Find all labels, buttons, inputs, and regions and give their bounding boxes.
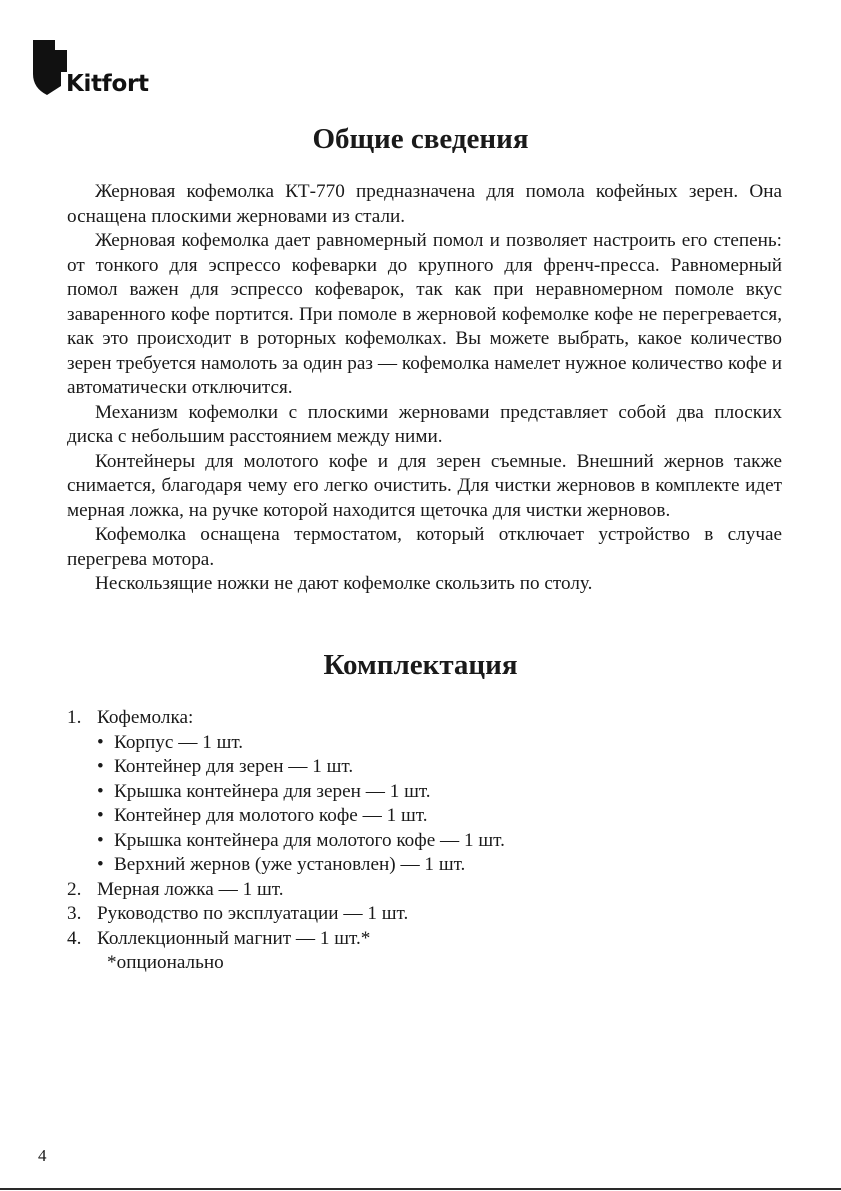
paragraph: Нескользящие ножки не дают кофемолке скользить по столу. <box>95 573 593 594</box>
paragraph: Жерновая кофемолка КТ-770 предназначена для помола кофейных зерен. Она оснащена плоскими жерновами из стали. <box>67 181 782 227</box>
sub-list-item <box>67 780 767 805</box>
paragraph: Жерновая кофемолка дает равномерный помол и позволяет настроить его степень: от тонкого для эспрессо кофеварки до крупного для френч-пресса. Равномерный помол важен для эспрессо кофеварок, так как при неравномерном помоле вкус заваренного кофе портится. При помоле в жерновой кофемолке кофе не перегревается, как это происходит в роторных кофемолках. Вы можете выбрать, какое количество зерен требуется намолоть за один раз — кофемолка намелет нужное количество кофе и автоматически отключится. <box>67 230 782 398</box>
sub-list-item-text: Крышка контейнера для зерен — 1 шт. <box>114 780 431 802</box>
list-item-text: Коллекционный магнит — 1 шт.* <box>97 927 371 949</box>
footnote: *опционально <box>107 952 224 973</box>
list-item <box>67 902 767 927</box>
kit-list <box>67 706 767 976</box>
bullet-icon: • <box>97 780 104 802</box>
list-item <box>67 706 767 731</box>
sub-list-item <box>67 829 767 854</box>
list-item-number: 2. <box>67 878 82 900</box>
list-item <box>67 878 767 903</box>
sub-list-item <box>67 804 767 829</box>
bullet-icon: • <box>97 805 104 826</box>
paragraph: Кофемолка оснащена термостатом, который отключает устройство в случае перегрева мотора. <box>67 524 782 570</box>
sub-list-item-text: Контейнер для зерен — 1 шт. <box>114 756 354 777</box>
list-item-number: 1. <box>67 707 82 728</box>
general-description <box>67 180 782 597</box>
page-number: 4 <box>38 1146 47 1165</box>
list-item-text: Руководство по эксплуатации — 1 шт. <box>97 903 409 924</box>
bottom-divider <box>0 1188 841 1190</box>
bullet-icon: • <box>97 854 104 875</box>
sub-list-item <box>67 731 767 756</box>
list-item-number: 3. <box>67 903 82 924</box>
sub-list-item-text: Корпус — 1 шт. <box>114 731 244 753</box>
paragraph: Механизм кофемолки с плоскими жерновами представляет собой два плоских диска с небольшим расстоянием между ними. <box>67 401 782 447</box>
list-item-text: Мерная ложка — 1 шт. <box>97 878 284 900</box>
sub-list-item <box>67 755 767 780</box>
list-item-number: 4. <box>67 927 82 949</box>
section-title-general: Общие сведения <box>312 123 529 155</box>
sub-list-item-text: Верхний жернов (уже установлен) — 1 шт. <box>114 854 466 875</box>
paragraph: Контейнеры для молотого кофе и для зерен съемные. Внешний жернов также снимается, благодаря чему его легко очистить. Для чистки жерновов в комплекте идет мерная ложка, на ручке которой находится щеточка для чистки жерновов. <box>67 450 782 521</box>
list-item-text: Кофемолка: <box>97 707 194 728</box>
sub-list-item-text: Контейнер для молотого кофе — 1 шт. <box>114 805 428 826</box>
section-title-kit: Комплектация <box>323 649 518 681</box>
sub-list-item <box>67 853 767 878</box>
bullet-icon: • <box>97 731 104 753</box>
sub-list-item-text: Крышка контейнера для молотого кофе — 1 шт. <box>114 829 505 851</box>
bullet-icon: • <box>97 829 104 851</box>
list-item <box>67 927 767 952</box>
bullet-icon: • <box>97 756 104 777</box>
kitfort-logo <box>33 40 173 98</box>
brand-name: Kitfort <box>66 71 149 97</box>
